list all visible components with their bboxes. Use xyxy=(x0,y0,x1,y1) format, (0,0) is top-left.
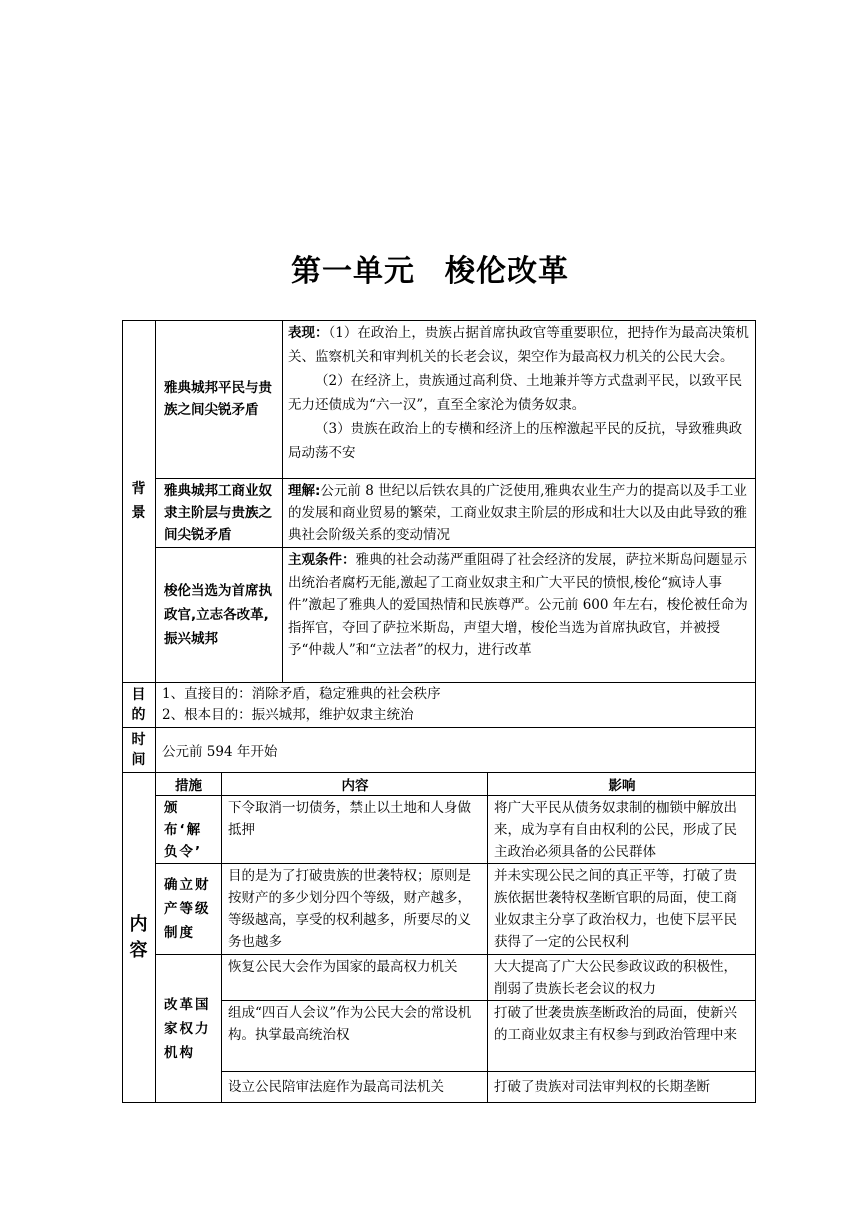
title-unit: 第一单元 xyxy=(291,254,415,289)
measure-property-classes: 确立财产等级制度 xyxy=(164,877,211,941)
content-label: 内容 xyxy=(129,914,148,961)
background-detail-3: 主观条件：雅典的社会动荡严重阻碍了社会经济的发展，萨拉米斯岛问题显示出统治者腐朽无能,激起了工商业奴隶主和广大平民的愤恨,梭伦“疯诗人事件”激起了雅典人的爱国热情和民族尊严。公元前 600 年左右，梭伦被任命为指挥官，夺回了萨拉米斯岛，声望大增，梭伦当选为首席执政官，并被授予“仲裁人”和“立法者”的权力，进行改革 xyxy=(288,552,748,658)
header-impact: 影响 xyxy=(608,778,636,794)
measure-reform-institutions: 改革国家权力机构 xyxy=(164,997,211,1061)
impact-council-400: 打破了世袭贵族垄断政治的局面，使新兴的工商业奴隶主有权参与到政治管理中来 xyxy=(494,1005,737,1043)
background-reason-3: 梭伦当选为首席执政官,立志各改革,振兴城邦 xyxy=(164,583,272,647)
time-value: 公元前 594 年开始 xyxy=(162,744,278,760)
content-council-400: 组成“四百人会议”作为公民大会的常设机构。执掌最高统治权 xyxy=(228,1005,472,1043)
time-label: 时间 xyxy=(131,732,146,768)
background-detail-2: 理解:公元前 8 世纪以后铁农具的广泛使用,雅典农业生产力的提高以及手工业的发展和商业贸易的繁荣，工商业奴隶主阶层的形成和壮大以及由此导致的雅典社会阶级关系的变动情况 xyxy=(288,483,747,543)
impact-property-classes: 并未实现公民之间的真正平等，打破了贵族依据世袭特权垄断官职的局面，使工商业奴隶主分享了政治权力，也使下层平民获得了一定的公民权利 xyxy=(494,868,737,950)
background-reason-2: 雅典城邦工商业奴隶主阶层与贵族之间尖锐矛盾 xyxy=(164,483,272,543)
page-title xyxy=(0,246,860,290)
purpose-label: 目的 xyxy=(131,687,146,723)
title-topic: 梭伦改革 xyxy=(445,254,569,289)
content-debt-relief: 下令取消一切债务，禁止以土地和人身做抵押 xyxy=(228,800,471,838)
background-label: 背景 xyxy=(131,481,146,521)
impact-jury-court: 打破了贵族对司法审判权的长期垄断 xyxy=(494,1079,710,1095)
background-detail-1: 表现：（1）在政治上，贵族占据首席执政官等重要职位，把持作为最高决策机关、监察机关和审判机关的长老会议，架空作为最高权力机关的公民大会。 （2）在经济上，贵族通过高利贷、土地兼并等方式盘剥平民，以致平民无力还债成为“六一汉”，直至全家沦为债务奴隶。 （3）贵族在政治上的专横和经济上的压榨激起平民的反抗，导致雅典政局动荡不安 xyxy=(288,325,749,461)
purpose-detail: 1、直接目的：消除矛盾，稳定雅典的社会秩序 2、根本目的：振兴城邦，维护奴隶主统治 xyxy=(162,686,441,723)
content-assembly: 恢复公民大会作为国家的最高权力机关 xyxy=(228,959,458,975)
measure-debt-relief: 颁 布‘解负令’ xyxy=(164,799,203,860)
content-property-classes: 目的是为了打破贵族的世袭特权；原则是按财产的多少划分四个等级，财产越多，等级越高，享受的权利越多，所要尽的义务也越多 xyxy=(228,868,471,950)
content-jury-court: 设立公民陪审法庭作为最高司法机关 xyxy=(228,1079,444,1095)
impact-debt-relief: 将广大平民从债务奴隶制的枷锁中解放出来，成为享有自由权利的公民，形成了民主政治必须具备的公民群体 xyxy=(494,800,737,860)
header-content: 内容 xyxy=(341,778,369,794)
header-measure: 措施 xyxy=(175,778,202,794)
impact-assembly: 大大提高了广大公民参政议政的积极性，削弱了贵族长老会议的权力 xyxy=(494,959,737,997)
background-reason-1: 雅典城邦平民与贵族之间尖锐矛盾 xyxy=(164,380,272,418)
